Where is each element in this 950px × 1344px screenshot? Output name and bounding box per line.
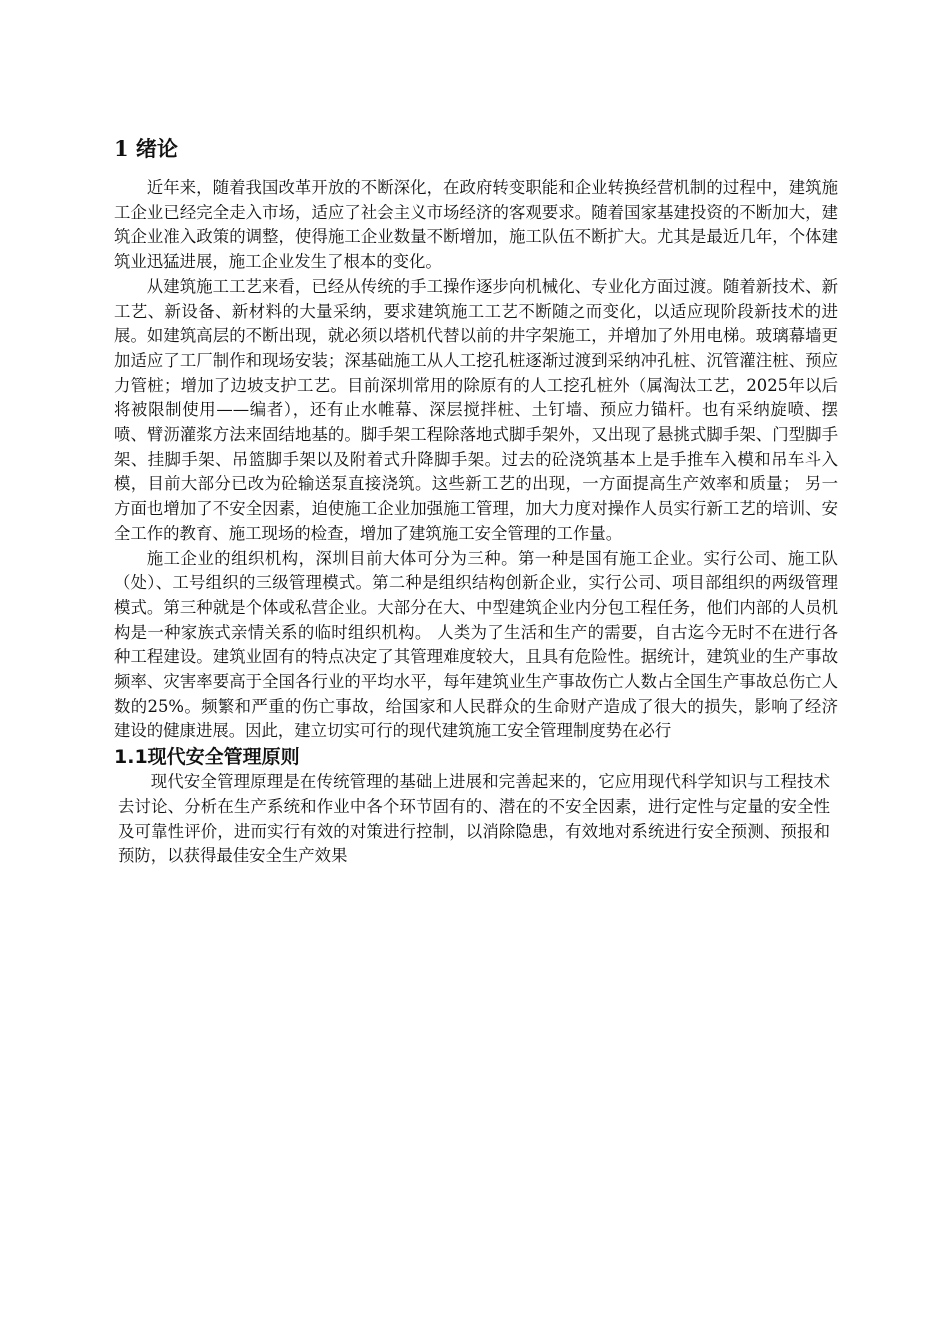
paragraph: 现代安全管理原理是在传统管理的基础上进展和完善起来的，它应用现代科学知识与工程技术去讨论、分析在生产系统和作业中各个环节固有的、潜在的不安全因素，进行定性与定量的安全性及可靠性评价，进而实行有效的对策进行控制，以消除隐患，有效地对系统进行安全预测、预报和预防，以获得最佳安全生产效果 xyxy=(118,772,830,866)
paragraph: 近年来，随着我国改革开放的不断深化，在政府转变职能和企业转换经营机制的过程中，建筑施工企业已经完全走入市场，适应了社会主义市场经济的客观要求。随着国家基建投资的不断加大，建筑企业准入政策的调整，使得施工企业数量不断增加，施工队伍不断扩大。尤其是最近几年，个体建筑业迅猛进展，施工企业发生了根本的变化。 xyxy=(114,178,838,272)
section-heading-introduction: 1 绪论 xyxy=(114,136,178,161)
paragraph: 从建筑施工工艺来看，已经从传统的手工操作逐步向机械化、专业化方面过渡。随着新技术、新工艺、新设备、新材料的大量采纳，要求建筑施工工艺不断随之而变化，以适应现阶段新技术的进展。如建筑高层的不断出现，就必须以塔机代替以前的井字架施工，并增加了外用电梯。玻璃幕墙更加适应了工厂制作和现场安装；深基础施工从人工挖孔桩逐渐过渡到采纳冲孔桩、沉管灌注桩、预应力管桩；增加了边坡支护工艺。目前深圳常用的除原有的人工挖孔桩外（属淘汰工艺，2025年以后将被限制使用——编者），还有止水帷幕、深层搅拌桩、土钉墙、预应力锚杆。也有采纳旋喷、摆喷、臂沥灌浆方法来固结地基的。脚手架工程除落地式脚手架外，又出现了悬挑式脚手架、门型脚手架、挂脚手架、吊篮脚手架以及附着式升降脚手架。过去的砼浇筑基本上是手推车入模和吊车斗入模，目前大部分已改为砼输送泵直接浇筑。这些新工艺的出现，一方面提高生产效率和质量； 另一方面也增加了不安全因素，迫使施工企业加强施工管理，加大力度对操作人员实行新工艺的培训、安全工作的教育、施工现场的检查，增加了建筑施工安全管理的工作量。 xyxy=(114,276,838,543)
paragraph: 施工企业的组织机构，深圳目前大体可分为三种。第一种是国有施工企业。实行公司、施工队（处）、工号组织的三级管理模式。第二种是组织结构创新企业，实行公司、项目部组织的两级管理模式。第三种就是个体或私营企业。大部分在大、中型建筑企业内分包工程任务，他们内部的人员机构是一种家族式亲情关系的临时组织机构。 人类为了生活和生产的需要，自古迄今无时不在进行各种工程建设。建筑业固有的特点决定了其管理难度较大，且具有危险性。据统计，建筑业的生产事故频率、灾害率要高于全国各行业的平均水平，每年建筑业生产事故伤亡人数占全国生产事故总伤亡人数的25%。频繁和严重的伤亡事故，给国家和人民群众的生命财产造成了很大的损失，影响了经济建设的健康进展。因此，建立切实可行的现代建筑施工安全管理制度势在必行 xyxy=(114,548,838,741)
section-body-safety-principles xyxy=(114,770,838,869)
section-heading-safety-principles: 1.1现代安全管理原则 xyxy=(114,746,300,769)
document-page xyxy=(114,134,838,869)
section-body-introduction xyxy=(114,176,838,744)
